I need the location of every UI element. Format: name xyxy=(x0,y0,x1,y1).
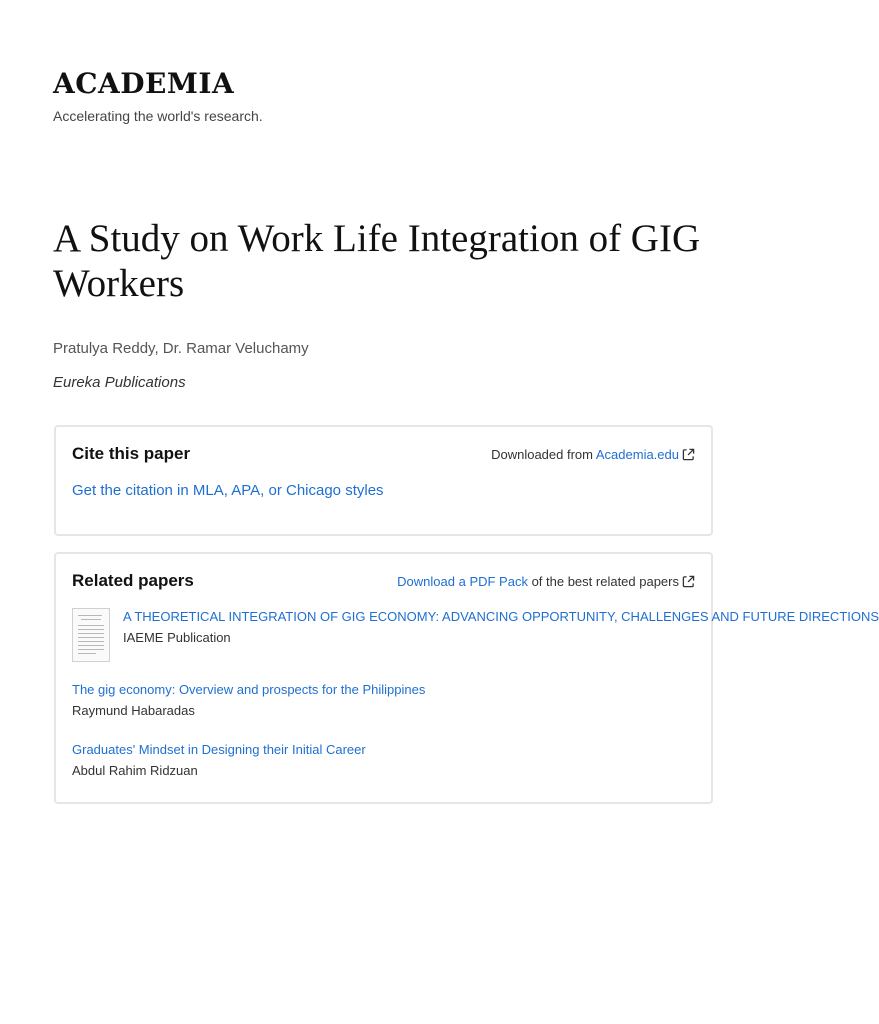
brand-header xyxy=(53,64,263,126)
paper-publisher: Eureka Publications xyxy=(53,374,186,391)
related-paper-author: Raymund Habaradas xyxy=(72,703,195,718)
academia-logo[interactable]: ACADEMIA xyxy=(53,67,235,100)
pdf-pack xyxy=(397,572,695,592)
cite-heading: Cite this paper xyxy=(72,444,191,463)
related-paper-title[interactable]: A THEORETICAL INTEGRATION OF GIG ECONOMY: ADVANCING OPPORTUNITY, CHALLENGES AND FUTURE DIRECTIONS xyxy=(123,609,879,624)
related-heading: Related papers xyxy=(72,571,194,590)
brand-tagline: Accelerating the world's research. xyxy=(53,108,263,124)
external-link-icon[interactable] xyxy=(682,574,695,587)
paper-title: A Study on Work Life Integration of GIG Workers xyxy=(53,217,701,305)
paper-thumbnail-icon[interactable] xyxy=(72,608,110,662)
cite-card xyxy=(54,425,713,536)
citation-styles-link[interactable]: Get the citation in MLA, APA, or Chicago styles xyxy=(72,482,384,499)
related-paper-item xyxy=(72,681,695,720)
related-paper-item xyxy=(72,741,695,780)
related-paper-author: IAEME Publication xyxy=(123,630,231,645)
paper-authors: Pratulya Reddy, Dr. Ramar Veluchamy xyxy=(53,340,309,357)
external-link-icon[interactable] xyxy=(682,447,695,460)
academia-link[interactable]: Academia.edu xyxy=(595,447,679,462)
downloaded-from-prefix: Downloaded from xyxy=(491,447,596,462)
download-pdf-pack-link[interactable]: Download a PDF Pack xyxy=(397,574,528,589)
downloaded-from xyxy=(491,445,695,465)
pdf-pack-suffix: of the best related papers xyxy=(527,574,679,589)
related-paper-author: Abdul Rahim Ridzuan xyxy=(72,763,198,778)
related-paper-title[interactable]: Graduates' Mindset in Designing their Initial Career xyxy=(72,742,366,757)
related-paper-title[interactable]: The gig economy: Overview and prospects for the Philippines xyxy=(72,682,426,697)
related-papers-card xyxy=(54,552,879,804)
